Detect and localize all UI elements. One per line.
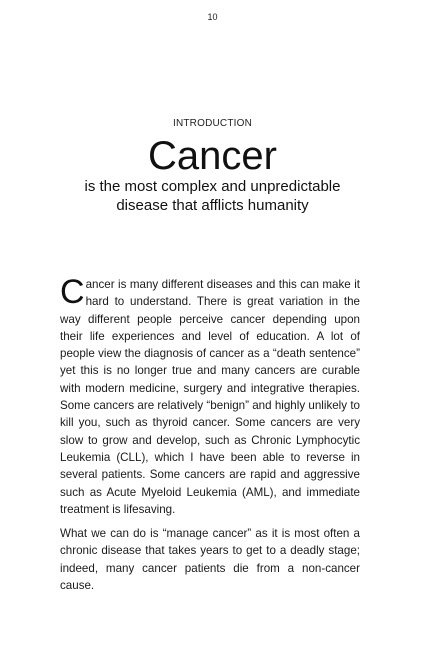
drop-cap: C (60, 273, 85, 311)
paragraph-1 (60, 273, 360, 518)
section-kicker: INTRODUCTION (172, 118, 253, 129)
paragraph-2: What we can do is “manage cancer” as it is most often a chronic disease that takes years to get to a deadly stage; indeed, many cancer patients die from a non-cancer cause. (60, 527, 360, 593)
body-text (60, 273, 360, 601)
paragraph-1-text: ancer is many different diseases and this can make it hard to understand. There is great variation in the way different people perceive cancer depending upon their life experiences and level of education. A lot of people view the diagnosis of cancer as a “death sentence” yet this is no longer true and many cancers are curable with modern medicine, surgery and integrative therapies. Some cancers are relatively “benign” and highly unlikely to kill you, such as thyroid cancer. Some cancers are very slow to grow and develop, such as Chronic Lymphocytic Leukemia (CLL), which I have been able to reverse in several patients. Some cancers are rapid and aggressive such as Acute Myeloid Leukemia (AML), and immediate treatment is lifesaving. (60, 278, 360, 516)
chapter-subtitle (0, 177, 425, 215)
subtitle-line-2: disease that afflicts humanity (116, 197, 309, 214)
page-number: 10 (207, 12, 218, 22)
subtitle-line-1: is the most complex and unpredictable (84, 178, 341, 195)
chapter-title: Cancer (148, 134, 277, 178)
